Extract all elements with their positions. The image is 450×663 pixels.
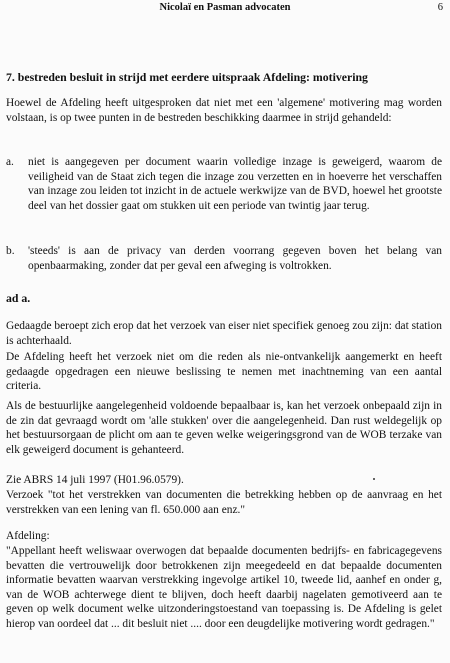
section-heading: 7. bestreden besluit in strijd met eerdere uitspraak Afdeling: motivering xyxy=(6,70,368,84)
list-item-text: 'steeds' is aan de privacy van derden voorrang gegeven boven het belang van openbaarmaking, zonder dat per geval een afweging is voltrokken. xyxy=(28,245,442,272)
speck-mark xyxy=(373,478,375,480)
paragraph-afdeling-reasoning: De Afdeling heeft het verzoek niet om die reden als nie-ontvankelijk aangemerkt en heeft gedaagde opgedragen een nieuwe beslissing te nemen met inachtneming van een aantal criteria. xyxy=(6,351,442,393)
header-firm-name: Nicolaï en Pasman advocaten xyxy=(159,2,291,13)
intro-paragraph: Hoewel de Afdeling heeft uitgesproken dat niet met een 'algemene' motivering mag worden volstaan, is op twee punten in de bestreden beschikking daarmee in strijd gehandeld: xyxy=(6,97,442,124)
request-quote: Verzoek "tot het verstrekken van documenten die betrekking hebben op de aanvraag en het verstrekken van een lening van fl. 650.000 aan enz." xyxy=(6,489,442,516)
list-item-a xyxy=(6,155,442,213)
list-item-label: b. xyxy=(6,245,15,257)
afdeling-label: Afdeling: xyxy=(6,530,50,542)
page-number: 6 xyxy=(437,2,443,13)
list-item-text: niet is aangegeven per document waarin volledige inzage is geweigerd, waarom de veiligheid van de Staat zich tegen die inzage zou verzetten en in hoeverre het verschaffen van inzage zou leiden tot inzicht in de actuele werkwijze van de BVD, hoewel het grootste deel van het dossier gaat om stukken uit een periode van twintig jaar terug. xyxy=(28,156,442,212)
list-item-b xyxy=(6,244,442,273)
subsection-heading: ad a. xyxy=(6,291,31,305)
page-header xyxy=(0,2,450,14)
citation-line: Zie ABRS 14 juli 1997 (H01.96.0579). xyxy=(6,474,184,486)
list-item-label: a. xyxy=(6,156,14,168)
paragraph-bepaalbaar: Als de bestuurlijke aangelegenheid voldoende bepaalbaar is, kan het verzoek onbepaald zijn in de zin dat gevraagd wordt om 'alle stukken' over die aangelegenheid. Dan rust weldegelijk op het bestuursorgaan de plicht om aan te geven welke weigeringsgrond van de WOB terzake van elk geweigerd document is gehanteerd. xyxy=(6,400,442,456)
paragraph-claim: Gedaagde beroept zich erop dat het verzoek van eiser niet specifiek genoeg zou zijn: dat station is achterhaald. xyxy=(6,320,442,347)
afdeling-quote: "Appellant heeft weliswaar overwogen dat bepaalde documenten bedrijfs- en fabricagegevens bevatten die vertrouwelijk door betrokkenen zijn meegedeeld en dat bepaalde documenten informatie bevatten waarvan verstrekking ingevolge artikel 10, tweede lid, aanhef en onder g, van de WOB achterwege dient te blijven, doch heeft daarbij nagelaten gemotiveerd aan te geven op welk document welke uitzonderingstoestand van toepassing is. De Afdeling is gelet hierop van oordeel dat ... dit besluit niet .... door een deugdelijke motivering wordt gedragen." xyxy=(6,545,442,630)
